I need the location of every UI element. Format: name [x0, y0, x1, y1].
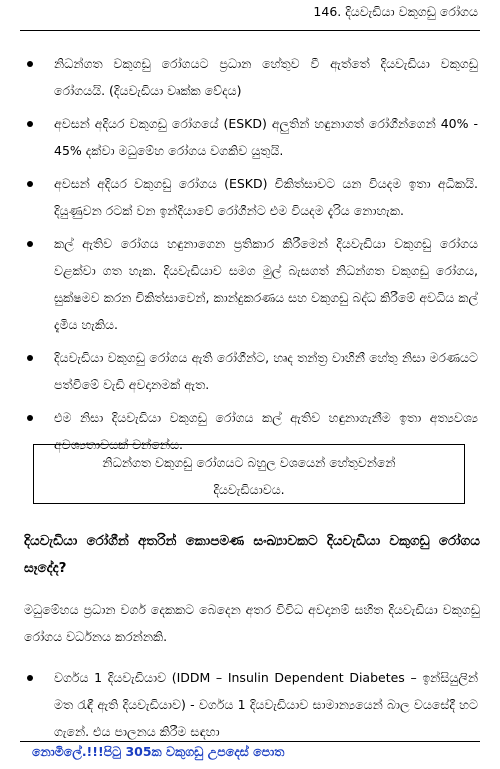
footer-rule: [20, 741, 480, 742]
list-item: [0, 344, 500, 398]
list-item-text: අවසන් අදියර වකුගඩු රෝගය (ESKD) චිකිත්සාවට යන වියදම ඉතා අධිකයි. දියුණුවන රටක් වන ඉන්දියාවේ රෝගීන්ට එම වියදම දැරිය නොහැක.: [54, 176, 478, 218]
list-item-text: එම නිසා දියවැඩියා වකුගඩු රෝගය කල් ඇතිව හඳුනාගැනීම ඉතා අත්‍යවශ්‍ය අවශ්‍යතාවයක් වන්නේය.: [54, 410, 478, 452]
list-item-text: කල් ඇතිව රෝගය හඳුනාගෙන ප්‍රතිකාර කිරීමෙන් දියවැඩියා වකුගඩු රෝගය වළක්වා ගත හැක. දියවැඩියාව සමග මුල් බැසගත් නිධන්ගත වකුගඩු රෝගය, සුක්ෂමව කරන චිකිත්සාවෙන්, කාන්දුකරණය සහ වකුගඩු බද්ධ කිරීමේ අවධිය කල් දැමිය හැකිය.: [54, 236, 478, 332]
list-item: [0, 170, 500, 224]
callout-line: දියවැඩියාවය.: [213, 482, 285, 497]
section-heading: දියවැඩියා රෝගීන් අතරින් කොපමණ සංඛ්‍යාවකට දියවැඩියා වකුගඩු රෝගය සෑදේද?: [24, 533, 480, 576]
list-item-text: නිධන්ගත වකුගඩු රෝගයට ප්‍රධාන හේතුව වී ඇත්තේ දියවැඩියා වකුගඩු රෝගයයි. (දියවැඩියා වෘක්ක වේදය): [54, 56, 478, 98]
callout-box: [33, 444, 465, 504]
running-header: 146. දියවැඩියා වකුගඩු රෝගය: [313, 4, 478, 19]
list-item: [0, 664, 500, 745]
list-item-text: අවසන් අදියර වකුගඩු රෝගයේ (ESKD) අලුතින් හඳුනාගත් රෝගීන්ගෙන් 40% - 45% දක්වා මධුමේහ රෝගය වගකිව යුතුයි.: [54, 116, 478, 158]
body-paragraph: මධුමේහය ප්‍රධාන වර්ග දෙකකට බෙදෙන අතර විවිධ අවදානම් සහිත දියවැඩියා වකුගඩු රෝගය වර්ධනය කරන්නකි.: [24, 602, 480, 644]
list-item: [0, 50, 500, 104]
header-rule: [20, 30, 480, 31]
bullet-icon: [27, 675, 33, 681]
list-item-text: වර්ගය 1 දියවැඩියාව (IDDM – Insulin Dependent Diabetes – ඉන්සියුලින් මත රැඳී ඇති දියවැඩියාව) - වර්ගය 1 දියවැඩියාව සාමාන්‍යයෙන් බාල වයසේදී හට ගැනේ. එය පාලනය කිරීම සඳහා: [54, 670, 478, 739]
bullet-icon: [27, 355, 33, 361]
bullet-icon: [27, 61, 33, 67]
list-item: [0, 230, 500, 338]
list-item-text: දියවැඩියා වකුගඩු රෝගය ඇති රෝගීන්ට, හෘද තන්ත්‍ර වාහිනී හේතු නිසා මරණයට පත්වීමේ වැඩි අවදානමක් ඇත.: [54, 350, 478, 392]
footer-text: නොමිලේ.!!!පිටු 305ක වකුගඩු උපදෙස් පොත: [32, 744, 285, 759]
bullet-icon: [27, 415, 33, 421]
list-item: [0, 110, 500, 164]
bullet-list: [0, 50, 500, 464]
bullet-list-2: [0, 664, 500, 745]
bullet-icon: [27, 121, 33, 127]
bullet-icon: [27, 241, 33, 247]
callout-line: නිධන්ගත වකුගඩු රෝගයට බහුල වශයෙන් හේතුවන්නේ: [102, 455, 396, 470]
bullet-icon: [27, 181, 33, 187]
